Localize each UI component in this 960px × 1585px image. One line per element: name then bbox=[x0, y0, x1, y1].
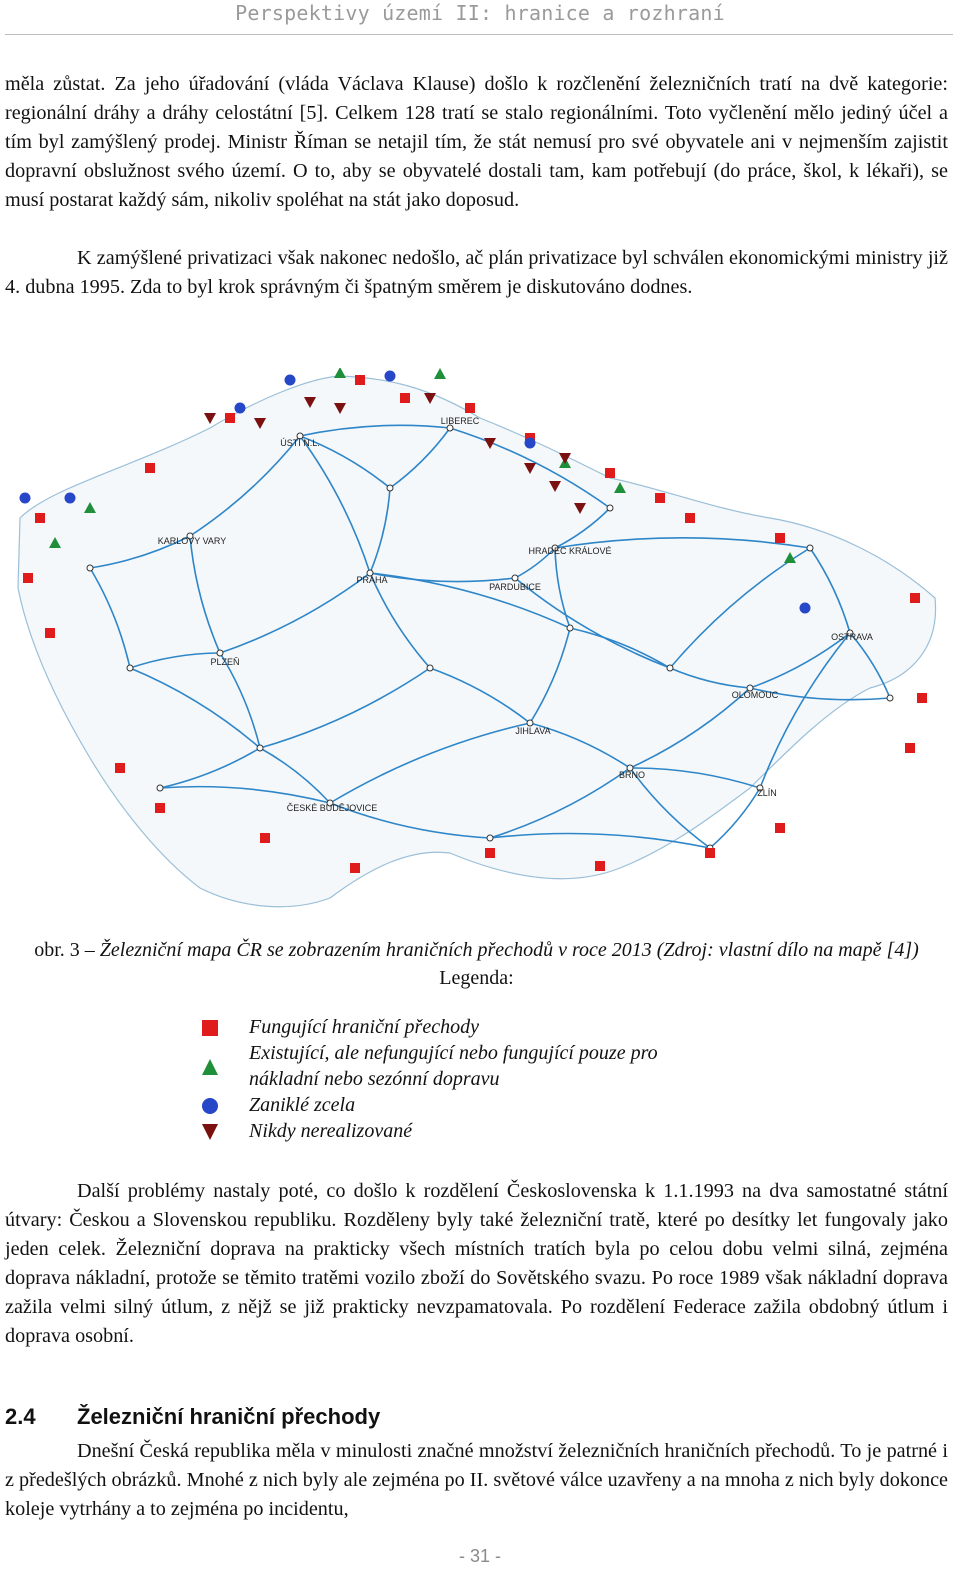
blue-circle-icon bbox=[235, 403, 246, 414]
station-node bbox=[427, 665, 433, 671]
red-square-icon bbox=[115, 763, 125, 773]
red-square-icon bbox=[905, 743, 915, 753]
station-node bbox=[87, 565, 93, 571]
blue-circle-icon bbox=[20, 493, 31, 504]
station-node bbox=[387, 485, 393, 491]
map-city-label: ČESKÉ BUDĚJOVICE bbox=[286, 803, 378, 813]
legend-row-functioning bbox=[195, 1014, 755, 1040]
section-number: 2.4 bbox=[5, 1404, 36, 1429]
red-square-icon bbox=[605, 468, 615, 478]
red-square-icon bbox=[705, 848, 715, 858]
paragraph-2-text: K zamýšlené privatizaci však nakonec nedošlo, ač plán privatizace byl schválen ekonomickými ministry již 4. dubna 1995. Zda to byl krok správným či špatným směrem je diskutováno dodnes. bbox=[5, 247, 948, 298]
blue-circle-icon bbox=[65, 493, 76, 504]
caption-legend-word: Legenda: bbox=[439, 967, 514, 989]
legend-label: Existující, ale nefungující nebo fungující pouze pro nákladní nebo sezónní dopravu bbox=[249, 1042, 658, 1090]
caption-text: Železniční mapa ČR se zobrazením hraničních přechodů v roce 2013 (Zdroj: vlastní dílo na mapě [4]) bbox=[99, 939, 919, 961]
country-outline bbox=[18, 376, 936, 907]
blue-circle-icon bbox=[385, 371, 396, 382]
station-node bbox=[667, 665, 673, 671]
section-title: Železniční hraniční přechody bbox=[77, 1404, 381, 1429]
map-city-label: OLOMOUC bbox=[731, 690, 779, 700]
red-square-icon bbox=[485, 848, 495, 858]
station-node bbox=[157, 785, 163, 791]
station-node bbox=[567, 625, 573, 631]
legend-row-never-built bbox=[195, 1118, 755, 1144]
page-number: - 31 - bbox=[458, 1546, 501, 1566]
station-node bbox=[887, 695, 893, 701]
station-node bbox=[257, 745, 263, 751]
map-legend bbox=[195, 1014, 755, 1144]
dark-red-triangle-down-icon bbox=[201, 1123, 219, 1141]
map-city-label: ZLÍN bbox=[757, 788, 777, 798]
map-city-label: LIBEREC bbox=[440, 416, 480, 426]
legend-label: Zaniklé zcela bbox=[249, 1094, 356, 1116]
section-heading bbox=[5, 1402, 380, 1432]
blue-circle-icon bbox=[285, 375, 296, 386]
railway-map-figure bbox=[10, 368, 945, 916]
figure-caption bbox=[5, 936, 948, 992]
station-node bbox=[217, 650, 223, 656]
red-square-icon bbox=[23, 573, 33, 583]
blue-circle-icon bbox=[800, 603, 811, 614]
caption-prefix: obr. 3 – bbox=[34, 939, 100, 961]
map-city-label: ÚSTÍ N.L. bbox=[280, 438, 320, 448]
red-square-icon bbox=[685, 513, 695, 523]
station-node bbox=[127, 665, 133, 671]
map-city-label: KARLOVY VARY bbox=[157, 536, 227, 546]
paragraph-3-text: Další problémy nastaly poté, co došlo k rozdělení Československa k 1.1.1993 na dva samostatné státní útvary: Českou a Slovenskou republiku. Rozděleny byly také železniční tratě, které po desítky let fungovaly jako jeden celek. Železniční doprava na prakticky všech místních tratích byla po celou dobu velmi silná, zejména doprava nákladní, protože se těmito tratěmi vozilo zboží do Sovětského svazu. Po roce 1989 však nákladní doprava zažila velmi silný útlum, z nějž se již prakticky nevzpamatovala. Po rozdělení Federace zažila obdobný útlum i doprava osobní. bbox=[5, 1180, 948, 1347]
station-node bbox=[807, 545, 813, 551]
running-header: Perspektivy území II: hranice a rozhraní bbox=[235, 1, 725, 25]
red-square-icon bbox=[910, 593, 920, 603]
paragraph-4-text: Dnešní Česká republika měla v minulosti značné množství železničních hraničních přechodů. To je patrné i z předešlých obrázků. Mnohé z nich byly ale zejména po II. světové válce uzavřeny a na mnoha z nich byly dokonce koleje vytrhány a to zejména po incidentu, bbox=[5, 1440, 948, 1520]
paragraph-4 bbox=[5, 1437, 948, 1524]
map-city-label: JIHLAVA bbox=[515, 726, 551, 736]
map-city-label: BRNO bbox=[618, 770, 646, 780]
red-square-icon bbox=[400, 393, 410, 403]
red-square-icon bbox=[350, 863, 360, 873]
paragraph-1: měla zůstat. Za jeho úřadování (vláda Václava Klause) došlo k rozčlenění železničních tratí na dvě kategorie: regionální dráhy a dráhy celostátní [5]. Celkem 128 tratí se stalo regionálními. Toto vyčlenění mělo jediný účel a tím byl zamýšlený prodej. Ministr Říman se netajil tím, že stát nemusí pro své obyvatele ani v nejmenším zajistit dopravní obslužnost svého území. O to, aby se obyvatelé dostali tam, kam potřebují (do práce, škol, k lékaři), se musí postarat každý sám, nikoliv spoléhat na stát jako doposud. bbox=[5, 73, 948, 211]
red-square-icon bbox=[775, 823, 785, 833]
red-square-icon bbox=[45, 628, 55, 638]
red-square-icon bbox=[201, 1019, 219, 1037]
paragraph-3 bbox=[5, 1177, 948, 1351]
paragraph-2 bbox=[5, 244, 948, 302]
red-square-icon bbox=[775, 533, 785, 543]
red-square-icon bbox=[145, 463, 155, 473]
green-triangle-icon bbox=[334, 368, 346, 378]
red-square-icon bbox=[35, 513, 45, 523]
legend-label: Nikdy nerealizované bbox=[249, 1120, 413, 1142]
red-square-icon bbox=[465, 403, 475, 413]
blue-circle-icon bbox=[201, 1097, 219, 1115]
map-city-label: PARDUBICE bbox=[489, 582, 541, 592]
railway-map bbox=[10, 368, 945, 916]
station-node bbox=[607, 505, 613, 511]
blue-circle-icon bbox=[525, 438, 536, 449]
red-square-icon bbox=[655, 493, 665, 503]
station-node bbox=[487, 835, 493, 841]
red-square-icon bbox=[260, 833, 270, 843]
red-square-icon bbox=[355, 375, 365, 385]
red-square-icon bbox=[155, 803, 165, 813]
green-triangle-icon bbox=[201, 1058, 219, 1076]
red-square-icon bbox=[225, 413, 235, 423]
green-triangle-icon bbox=[434, 368, 446, 379]
header-rule bbox=[5, 34, 953, 35]
legend-row-existing bbox=[195, 1040, 755, 1092]
legend-row-defunct bbox=[195, 1092, 755, 1118]
map-city-label: PRAHA bbox=[356, 575, 388, 585]
legend-label: Fungující hraniční přechody bbox=[249, 1016, 479, 1038]
map-city-label: HRADEC KRÁLOVÉ bbox=[528, 546, 612, 556]
dark-red-triangle-down-icon bbox=[204, 413, 216, 424]
map-city-label: PLZEŇ bbox=[210, 657, 240, 667]
red-square-icon bbox=[917, 693, 927, 703]
map-city-label: OSTRAVA bbox=[831, 632, 873, 642]
station-node bbox=[512, 575, 518, 581]
red-square-icon bbox=[595, 861, 605, 871]
